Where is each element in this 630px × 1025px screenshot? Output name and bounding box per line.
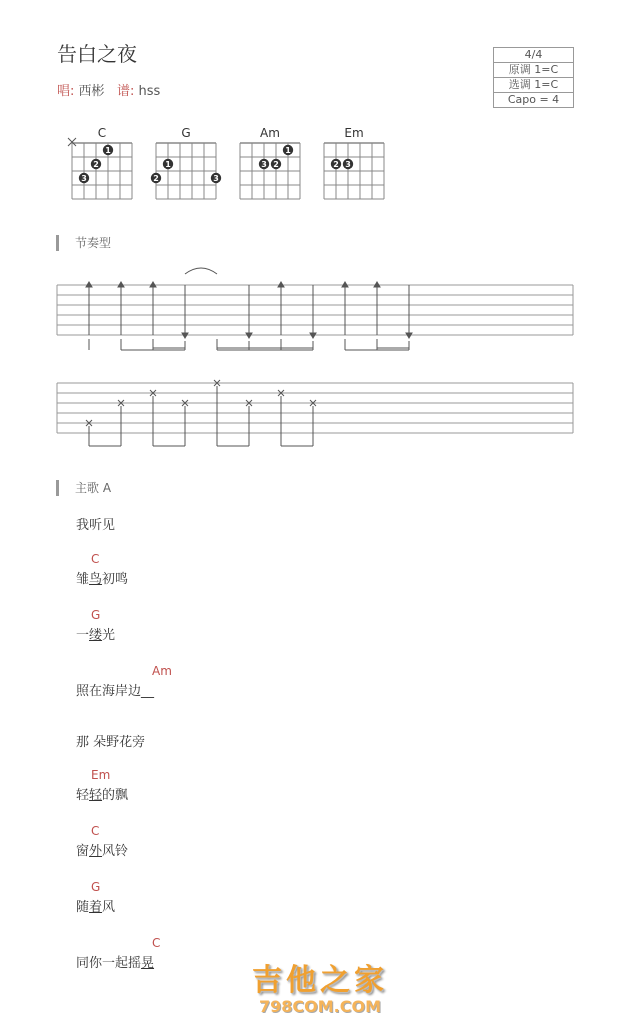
lyric-text: 着 xyxy=(89,900,103,915)
lyric-line xyxy=(76,568,128,587)
lyric-text: 窗 xyxy=(76,844,90,859)
tabber-name: hss xyxy=(138,84,161,99)
lyric-text: 一 xyxy=(76,628,90,643)
singer-name: 西彬 xyxy=(78,84,105,99)
lyric-text: 随 xyxy=(76,900,90,915)
lyric-chord: C xyxy=(91,824,100,838)
watermark-logo xyxy=(230,955,410,1016)
lyric-line xyxy=(76,784,128,803)
lyric-text: 晃 xyxy=(141,956,155,971)
lyric-chord: G xyxy=(91,608,101,622)
lyric-line xyxy=(76,840,128,859)
chord-name: Am xyxy=(260,126,280,140)
lyric-line xyxy=(76,731,145,750)
lyric-text: 光 xyxy=(102,628,116,643)
finger-number: 2 xyxy=(333,160,339,169)
lyric-text: 雏 xyxy=(76,572,90,587)
finger-number: 2 xyxy=(273,160,279,169)
lyric-text: 照在海岸边 xyxy=(76,684,142,699)
lyric-line xyxy=(76,952,154,971)
lyric-text: 风铃 xyxy=(102,844,129,859)
lyric-text: __ xyxy=(141,684,155,699)
rhythm-pattern xyxy=(0,0,630,460)
lyric-text: 外 xyxy=(89,844,103,859)
lyric-chord: C xyxy=(91,552,100,566)
chosen-key: 选调 1=C xyxy=(494,78,573,93)
lyric-text: 风 xyxy=(102,900,116,915)
strum-beams xyxy=(89,339,409,350)
lyric-line xyxy=(76,896,115,915)
lyric-chord: Em xyxy=(91,768,111,782)
strum-staff xyxy=(57,285,573,335)
chord-name: G xyxy=(181,126,191,140)
chord-name: C xyxy=(97,126,107,140)
lyric-text: 轻 xyxy=(89,788,103,803)
singer-label: 唱: xyxy=(57,84,75,99)
lyric-text: 初鸣 xyxy=(102,572,129,587)
finger-number: 1 xyxy=(285,146,291,155)
capo: Capo = 4 xyxy=(507,93,560,106)
chord-name: Em xyxy=(344,126,364,140)
time-signature: 4/4 xyxy=(494,48,573,63)
finger-number: 2 xyxy=(93,160,99,169)
lyric-text: 同你一起摇 xyxy=(76,956,142,971)
finger-number: 2 xyxy=(153,174,159,183)
strum-arrows xyxy=(86,282,412,338)
lyric-chord: C xyxy=(152,936,161,950)
lyric-chord: Am xyxy=(152,664,172,678)
song-title: 告白之夜 xyxy=(57,42,137,66)
watermark-title: 吉他之家 xyxy=(252,963,388,998)
lyric-text: 那 朵野花旁 xyxy=(76,735,146,750)
pluck-staff xyxy=(57,383,573,433)
lyric-text: 缕 xyxy=(89,628,103,643)
lyric-line xyxy=(76,514,115,533)
finger-number: 3 xyxy=(213,174,219,183)
watermark-url: 798COM.COM xyxy=(258,997,381,1016)
section-verse-a-title: 主歌 A xyxy=(56,480,111,496)
lyric-chord: G xyxy=(91,880,101,894)
lyric-text: 轻 xyxy=(76,788,90,803)
lyric-text: 我听见 xyxy=(76,518,116,533)
finger-number: 1 xyxy=(165,160,171,169)
lyric-text: 的飘 xyxy=(102,788,129,803)
section-rhythm-title: 节奏型 xyxy=(56,235,111,251)
lyric-text: 鸟 xyxy=(89,572,103,587)
lyric-line xyxy=(76,624,115,643)
lyric-line xyxy=(76,680,154,699)
finger-number: 3 xyxy=(345,160,351,169)
original-key: 原调 1=C xyxy=(494,63,573,78)
tie-arc xyxy=(185,268,217,274)
finger-number: 3 xyxy=(261,160,267,169)
tab-label: 谱: xyxy=(116,84,135,99)
finger-number: 1 xyxy=(105,146,111,155)
finger-number: 3 xyxy=(81,174,87,183)
